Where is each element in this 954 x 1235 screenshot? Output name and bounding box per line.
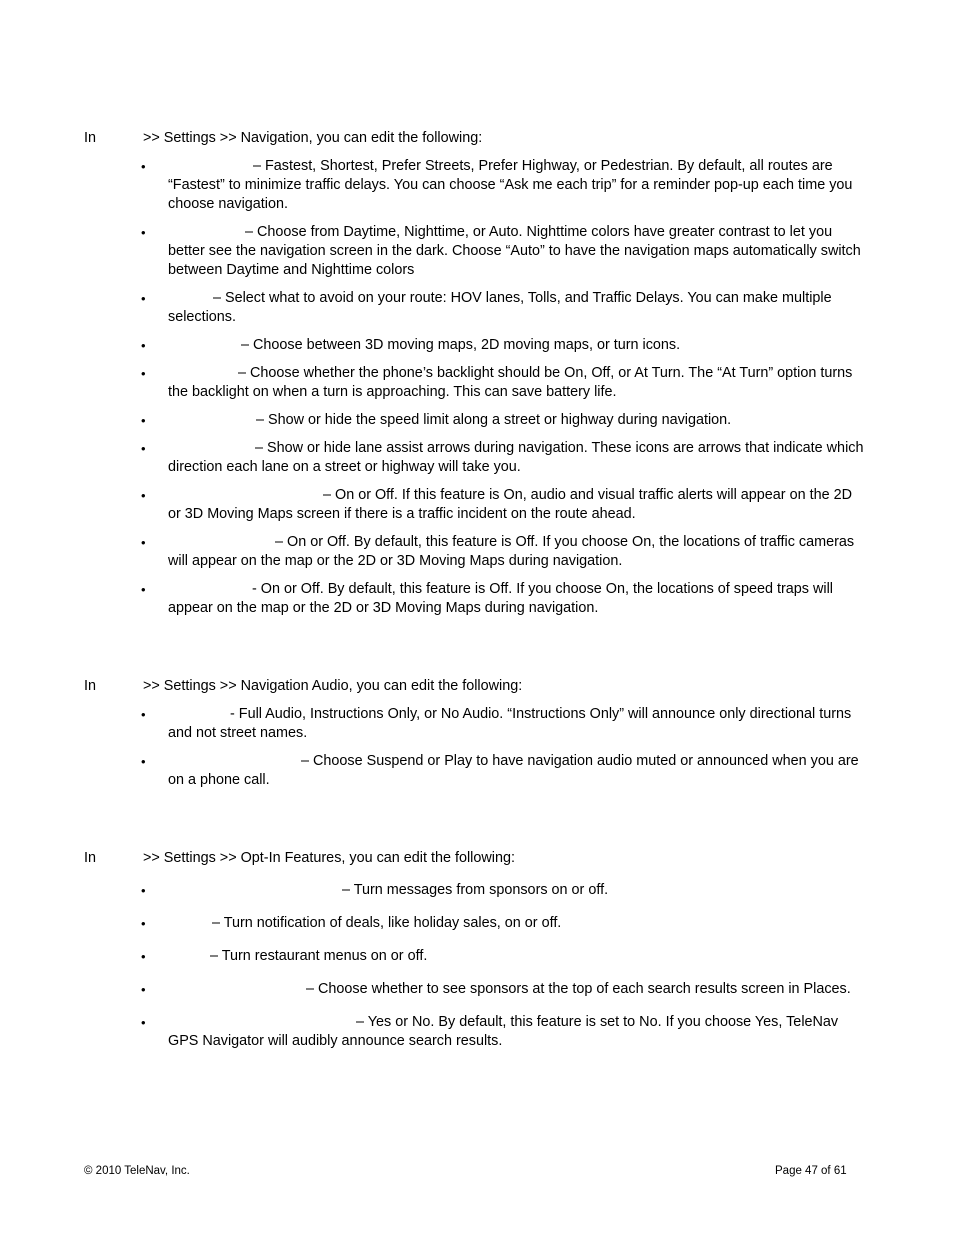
bullet: • — [141, 707, 146, 722]
bullet: • — [141, 338, 146, 353]
list-item — [141, 881, 868, 900]
bullet: • — [141, 291, 146, 306]
list-item — [141, 486, 868, 524]
bullet: • — [141, 949, 146, 964]
item-text: – On or Off. By default, this feature is Off. If you choose On, the locations of traffic cameras will appear on the map or the 2D or 3D Moving Maps during navigation. — [168, 534, 855, 569]
bullet: • — [141, 441, 146, 456]
item-text: – Yes or No. By default, this feature is set to No. If you choose Yes, TeleNav GPS Navigator will audibly announce search results. — [168, 1014, 839, 1049]
list-item — [141, 980, 868, 999]
item-text: – Select what to avoid on your route: HOV lanes, Tolls, and Traffic Delays. You can make multiple selections. — [168, 290, 832, 325]
list-item — [141, 914, 868, 933]
intro-in: In — [84, 850, 97, 866]
list-item — [141, 411, 868, 430]
bullet: • — [141, 225, 146, 240]
item-text: – Show or hide lane assist arrows during navigation. These icons are arrows that indicate which direction each lane on a street or highway will take you. — [168, 440, 864, 475]
intro-in: In — [84, 130, 97, 146]
item-text: - Full Audio, Instructions Only, or No Audio. “Instructions Only” will announce only directional turns and not street names. — [168, 706, 852, 741]
bullet: • — [141, 982, 146, 997]
item-text: – Choose whether to see sponsors at the top of each search results screen in Places. — [306, 981, 851, 997]
item-text: – Choose from Daytime, Nighttime, or Auto. Nighttime colors have greater contrast to let you better see the navigation screen in the dark. Choose “Auto” to have the navigation maps automatically switch between Daytime and Nighttime colors — [168, 224, 861, 278]
list-item — [141, 364, 868, 402]
bullet: • — [141, 883, 146, 898]
navigation-audio-intro — [84, 677, 884, 696]
list-item — [141, 1013, 868, 1051]
bullet: • — [141, 159, 146, 174]
item-text: – Choose between 3D moving maps, 2D moving maps, or turn icons. — [241, 337, 681, 353]
bullet: • — [141, 754, 146, 769]
bullet: • — [141, 413, 146, 428]
intro-text: >> Settings >> Opt-In Features, you can edit the following: — [143, 850, 515, 866]
item-text: – Turn messages from sponsors on or off. — [342, 882, 609, 898]
item-text: - On or Off. By default, this feature is Off. If you choose On, the locations of speed traps will appear on the map or the 2D or 3D Moving Maps during navigation. — [168, 581, 833, 616]
list-item — [141, 157, 868, 214]
opt-in-intro — [84, 849, 884, 868]
navigation-intro — [84, 129, 884, 148]
item-text: – Choose Suspend or Play to have navigation audio muted or announced when you are on a phone call. — [168, 753, 859, 788]
list-item — [141, 533, 868, 571]
footer-page-number: Page 47 of 61 — [775, 1165, 847, 1177]
item-text: – Turn notification of deals, like holiday sales, on or off. — [212, 915, 562, 931]
footer-copyright: © 2010 TeleNav, Inc. — [84, 1165, 190, 1177]
list-item — [141, 439, 868, 477]
item-text: – On or Off. If this feature is On, audio and visual traffic alerts will appear on the 2D or 3D Moving Maps screen if there is a traffic incident on the route ahead. — [168, 487, 852, 522]
bullet: • — [141, 535, 146, 550]
list-item — [141, 289, 868, 327]
list-item — [141, 580, 868, 618]
bullet: • — [141, 366, 146, 381]
item-text: – Fastest, Shortest, Prefer Streets, Prefer Highway, or Pedestrian. By default, all routes are “Fastest” to minimize traffic delays. You can choose “Ask me each trip” for a reminder pop-up each time you choose navigation. — [168, 158, 853, 212]
item-text: – Choose whether the phone’s backlight should be On, Off, or At Turn. The “At Turn” option turns the backlight on when a turn is approaching. This can save battery life. — [168, 365, 853, 400]
bullet: • — [141, 916, 146, 931]
list-item — [141, 705, 868, 743]
list-item — [141, 947, 868, 966]
item-text: – Show or hide the speed limit along a street or highway during navigation. — [256, 412, 732, 428]
bullet: • — [141, 1015, 146, 1030]
item-text: – Turn restaurant menus on or off. — [210, 948, 428, 964]
intro-text: >> Settings >> Navigation, you can edit the following: — [143, 130, 483, 146]
list-item — [141, 752, 868, 790]
list-item — [141, 336, 868, 355]
intro-text: >> Settings >> Navigation Audio, you can edit the following: — [143, 678, 523, 694]
bullet: • — [141, 582, 146, 597]
intro-in: In — [84, 678, 97, 694]
list-item — [141, 223, 868, 280]
bullet: • — [141, 488, 146, 503]
